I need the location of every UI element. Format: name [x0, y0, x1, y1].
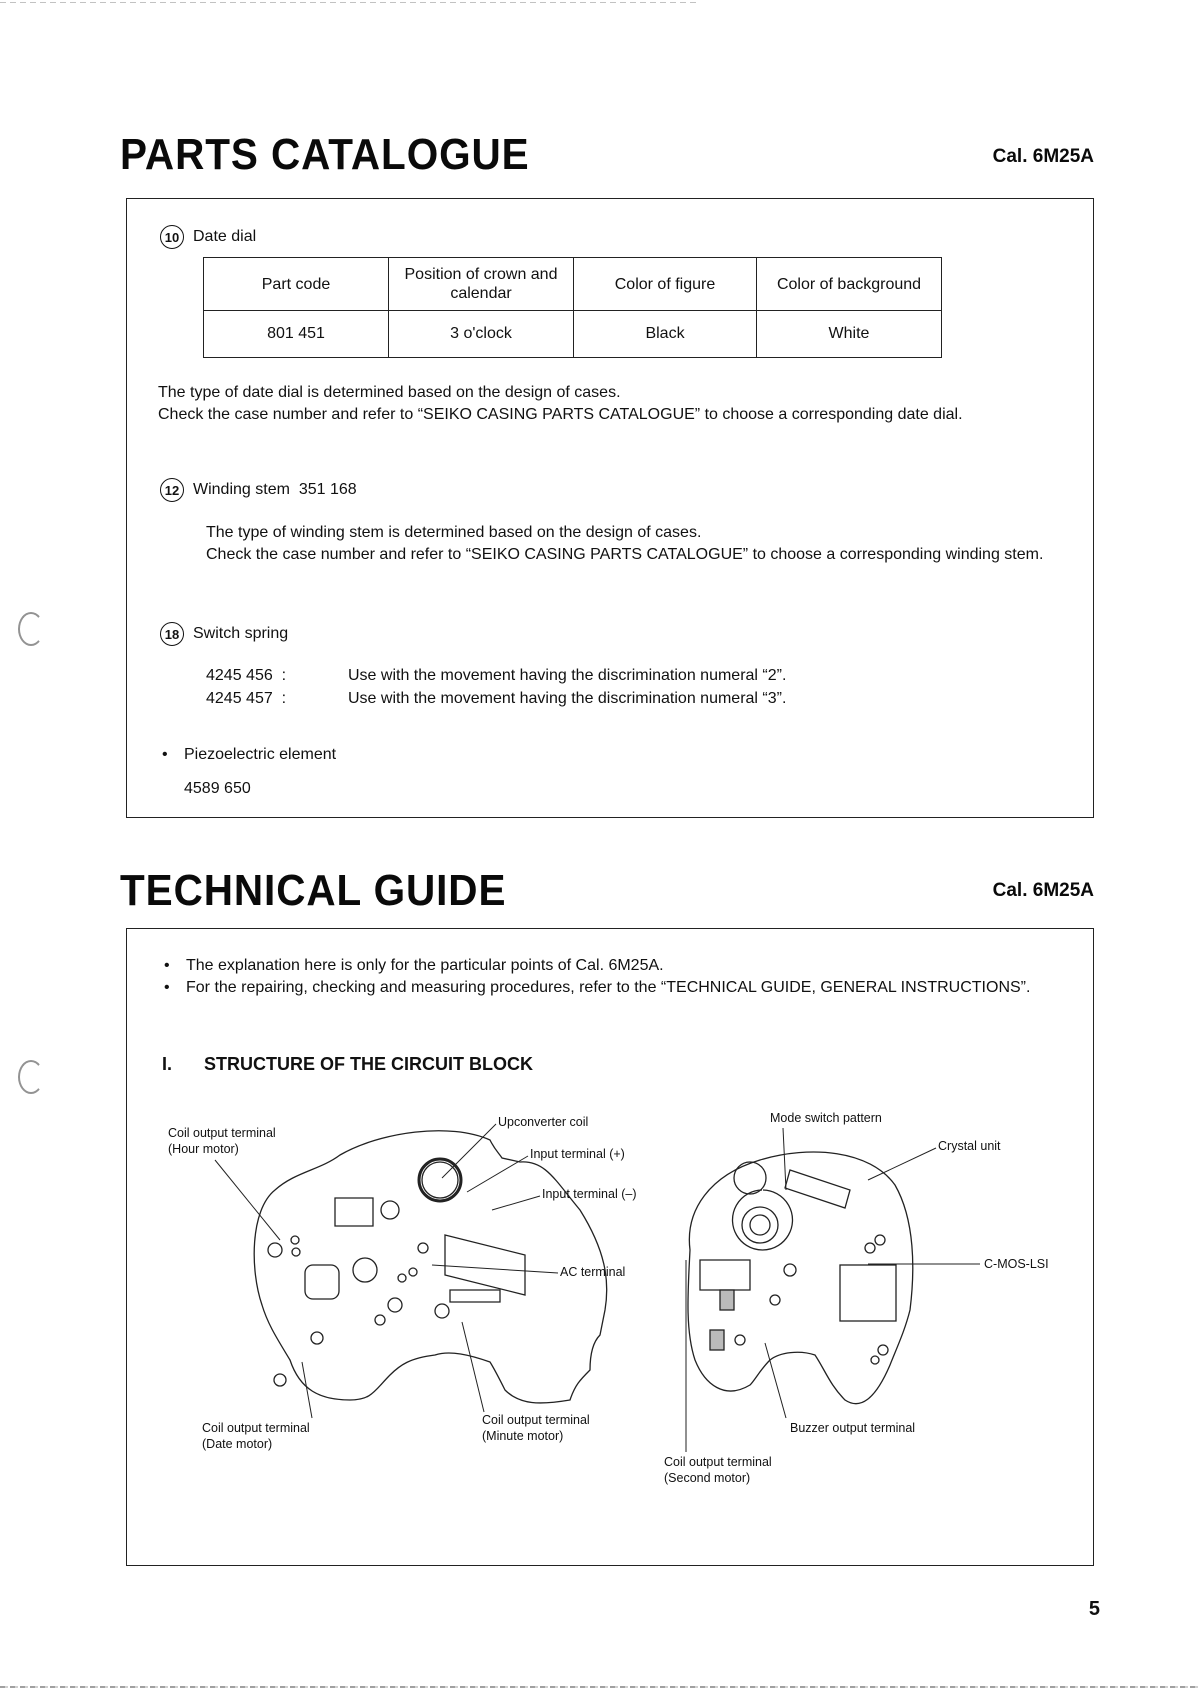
callout-mode-switch: Mode switch pattern — [770, 1111, 882, 1125]
page-title-parts-catalogue: PARTS CATALOGUE — [120, 130, 530, 179]
callout-upconverter: Upconverter coil — [498, 1115, 589, 1129]
piezo-label: • Piezoelectric element — [184, 744, 336, 766]
callout-text: (Date motor) — [202, 1437, 273, 1451]
callout-text: Coil output terminal — [202, 1421, 310, 1435]
circled-number-10: 10 — [160, 225, 184, 249]
date-dial-label: Date dial — [193, 228, 257, 245]
guide-bullet: • The explanation here is only for the particular points of Cal. 6M25A. — [186, 955, 1066, 977]
callout-second-motor — [664, 1454, 772, 1486]
cell-color-figure: Black — [574, 311, 757, 358]
section-number: I. — [162, 1054, 173, 1074]
header-part-code: Part code — [204, 258, 389, 311]
part-description: Use with the movement having the discrimination numeral “2”. — [348, 667, 787, 684]
callout-input-plus: Input terminal (+) — [530, 1147, 625, 1161]
callout-text: (Hour motor) — [168, 1142, 239, 1156]
cell-part-code: 801 451 — [204, 311, 389, 358]
caliber-label: Cal. 6M25A — [992, 146, 1094, 167]
part-code: 4245 457 : — [206, 690, 287, 707]
header-color-background: Color of background — [757, 258, 942, 311]
note-line: The type of winding stem is determined based on the design of cases. — [206, 524, 702, 541]
callout-text: Coil output terminal — [664, 1455, 772, 1469]
winding-stem-label: Winding stem 351 168 — [193, 481, 357, 498]
guide-bullet: • For the repairing, checking and measuring procedures, refer to the “TECHNICAL GUIDE, GENERAL INSTRUCTIONS”. — [186, 977, 1076, 999]
callout-input-minus: Input terminal (–) — [542, 1187, 637, 1201]
header-color-figure: Color of figure — [574, 258, 757, 311]
cell-color-background: White — [757, 311, 942, 358]
callout-text: (Minute motor) — [482, 1429, 564, 1443]
piezo-code: 4589 650 — [184, 780, 251, 797]
section-heading-text: STRUCTURE OF THE CIRCUIT BLOCK — [204, 1054, 533, 1074]
note-line: Check the case number and refer to “SEIKO CASING PARTS CATALOGUE” to choose a corresponding winding stem. — [206, 546, 1044, 563]
cell-position: 3 o'clock — [389, 311, 574, 358]
switch-spring-label: Switch spring — [193, 625, 289, 642]
page-number: 5 — [1088, 1598, 1100, 1620]
part-description: Use with the movement having the discrimination numeral “3”. — [348, 690, 787, 707]
part-code: 4245 456 : — [206, 667, 287, 684]
page-title-technical-guide: TECHNICAL GUIDE — [120, 866, 507, 915]
callout-text: (Second motor) — [664, 1471, 751, 1485]
scan-artifact-bottom — [0, 1686, 1200, 1688]
callout-cmos-lsi: C-MOS-LSI — [984, 1257, 1049, 1271]
note-line: Check the case number and refer to “SEIKO CASING PARTS CATALOGUE” to choose a corresponding date dial. — [158, 406, 963, 423]
callout-ac-terminal: AC terminal — [560, 1265, 626, 1279]
caliber-label: Cal. 6M25A — [992, 880, 1094, 901]
header-position: Position of crown and calendar — [389, 258, 574, 311]
circuit-block-diagram-right — [670, 1130, 930, 1410]
note-line: The type of date dial is determined based on the design of cases. — [158, 384, 621, 401]
circled-number-18: 18 — [160, 622, 184, 646]
circled-number-12: 12 — [160, 478, 184, 502]
callout-crystal: Crystal unit — [938, 1139, 1001, 1153]
callout-buzzer: Buzzer output terminal — [790, 1421, 916, 1435]
callout-text: Coil output terminal — [168, 1126, 276, 1140]
callout-text: Coil output terminal — [482, 1413, 590, 1427]
